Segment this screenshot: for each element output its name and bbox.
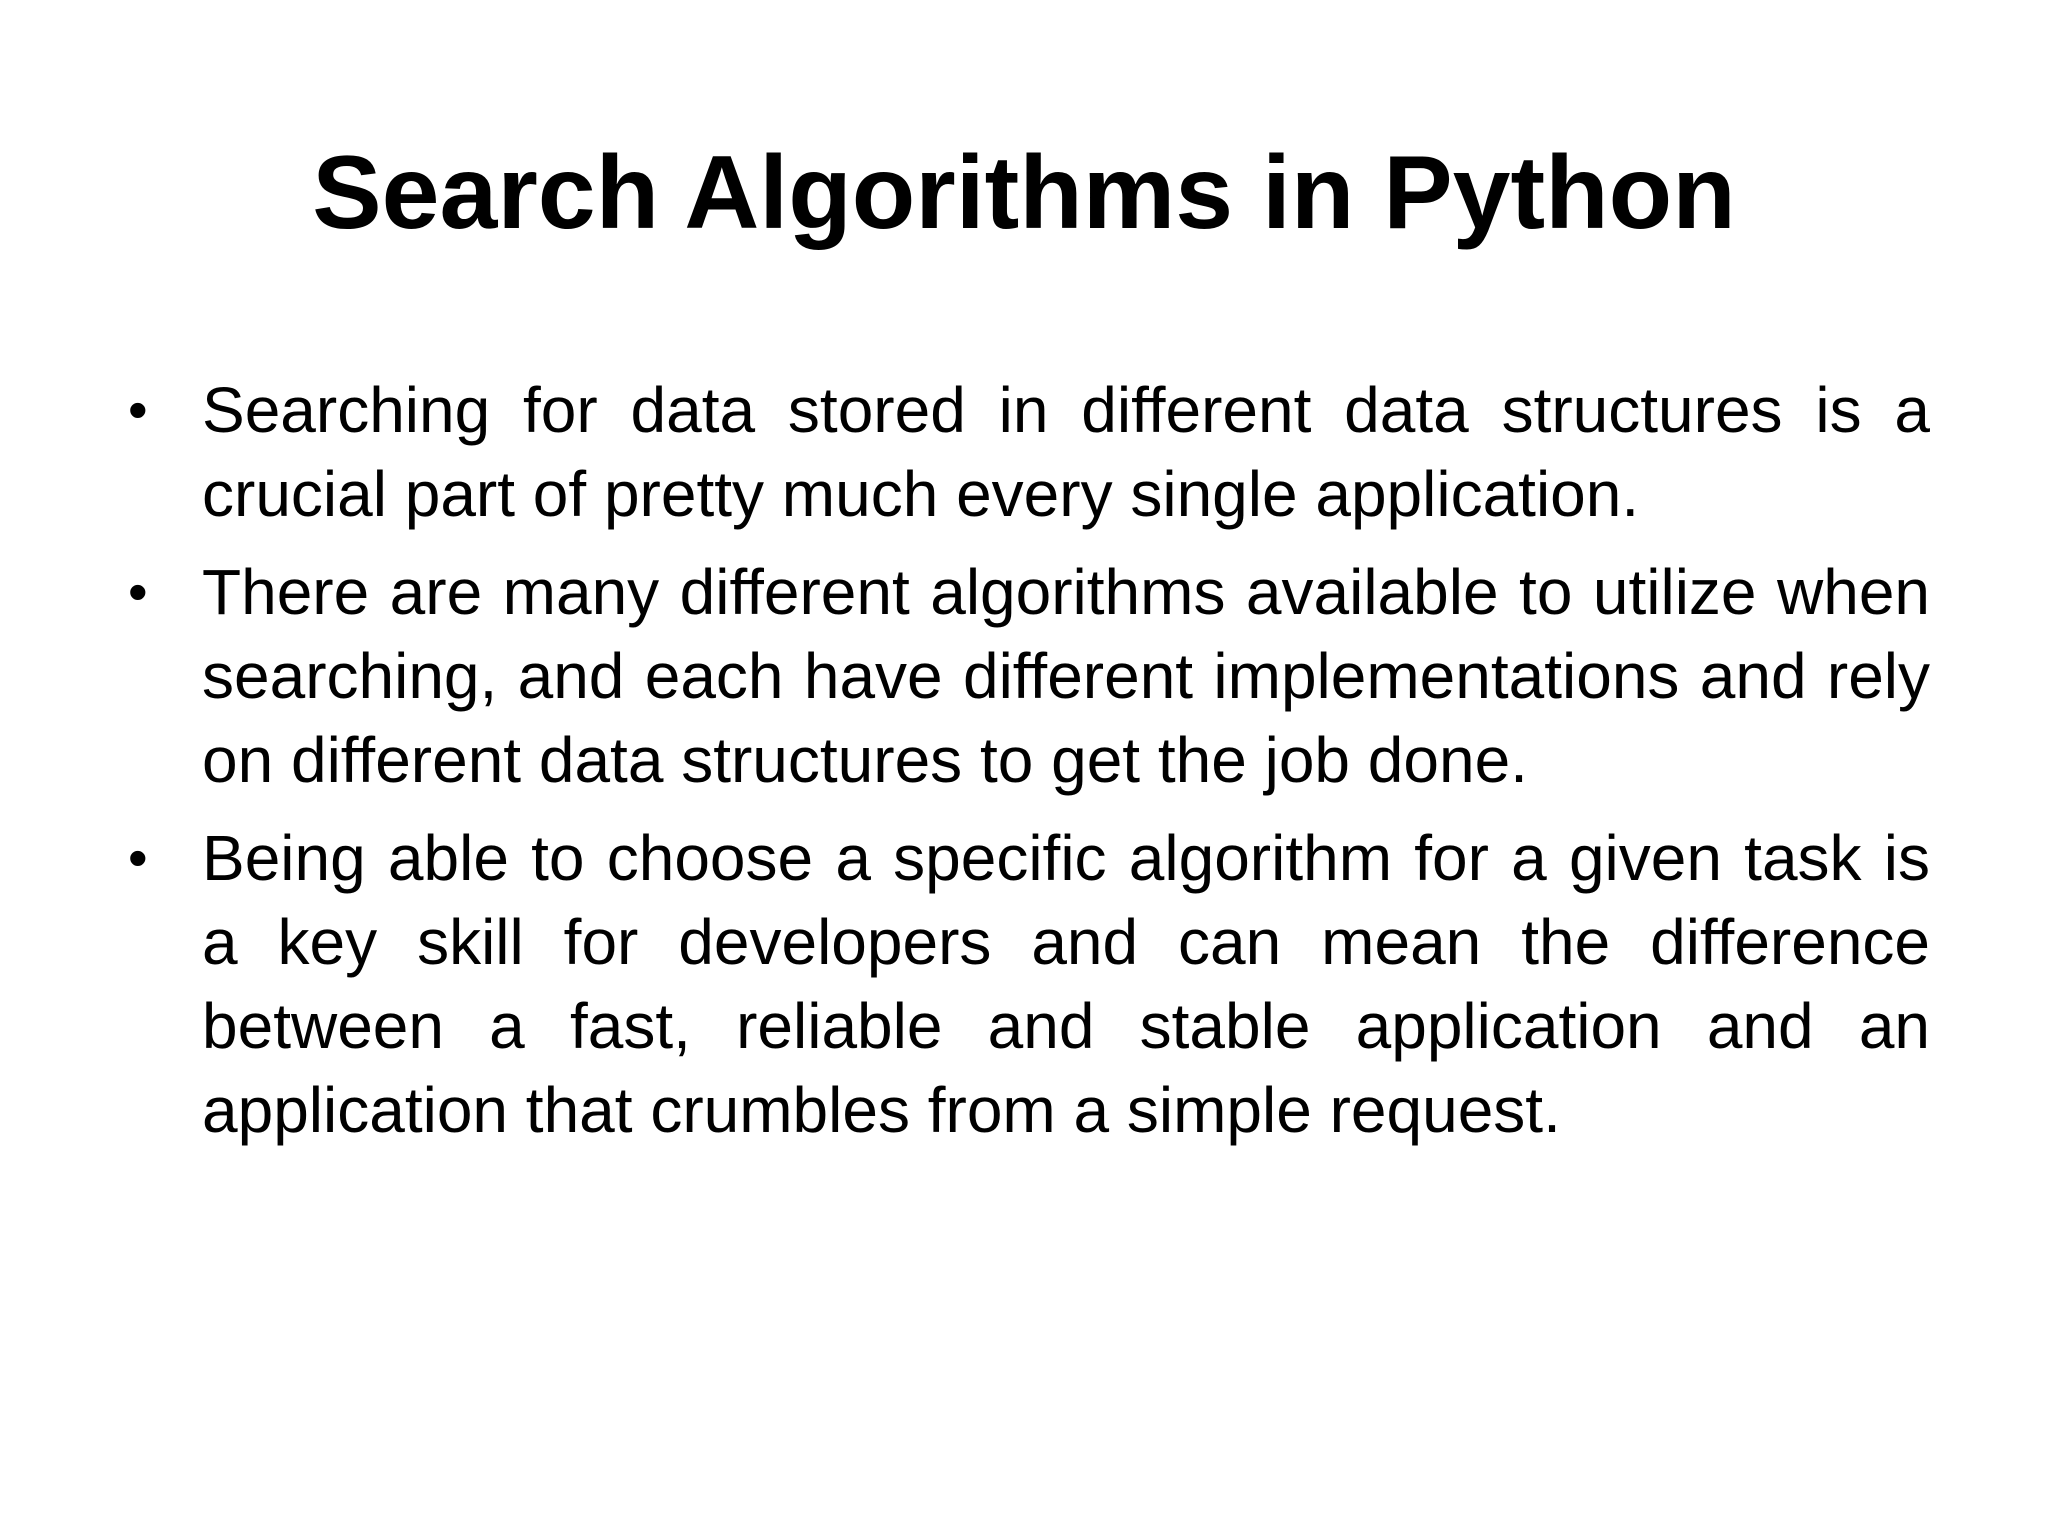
bullet-list bbox=[118, 368, 1930, 1166]
bullet-text-3: Being able to choose a specific algorithm for a given task is a key skill for developers and can mean the difference between a fast, reliable and stable application and an application that crumbles from a simple request. bbox=[202, 822, 1930, 1146]
bullet-icon: • bbox=[128, 826, 148, 889]
slide-title: Search Algorithms in Python bbox=[312, 135, 1736, 251]
bullet-text-2: There are many different algorithms available to utilize when searching, and each have different implementations and rely on different data structures to get the job done. bbox=[202, 556, 1930, 796]
bullet-icon: • bbox=[128, 378, 148, 441]
bullet-icon: • bbox=[128, 560, 148, 623]
bullet-text-1: Searching for data stored in different data structures is a crucial part of pretty much every single application. bbox=[202, 374, 1930, 530]
bullet-item-3 bbox=[118, 816, 1930, 1152]
bullet-item-1 bbox=[118, 368, 1930, 536]
bullet-item-2 bbox=[118, 550, 1930, 802]
